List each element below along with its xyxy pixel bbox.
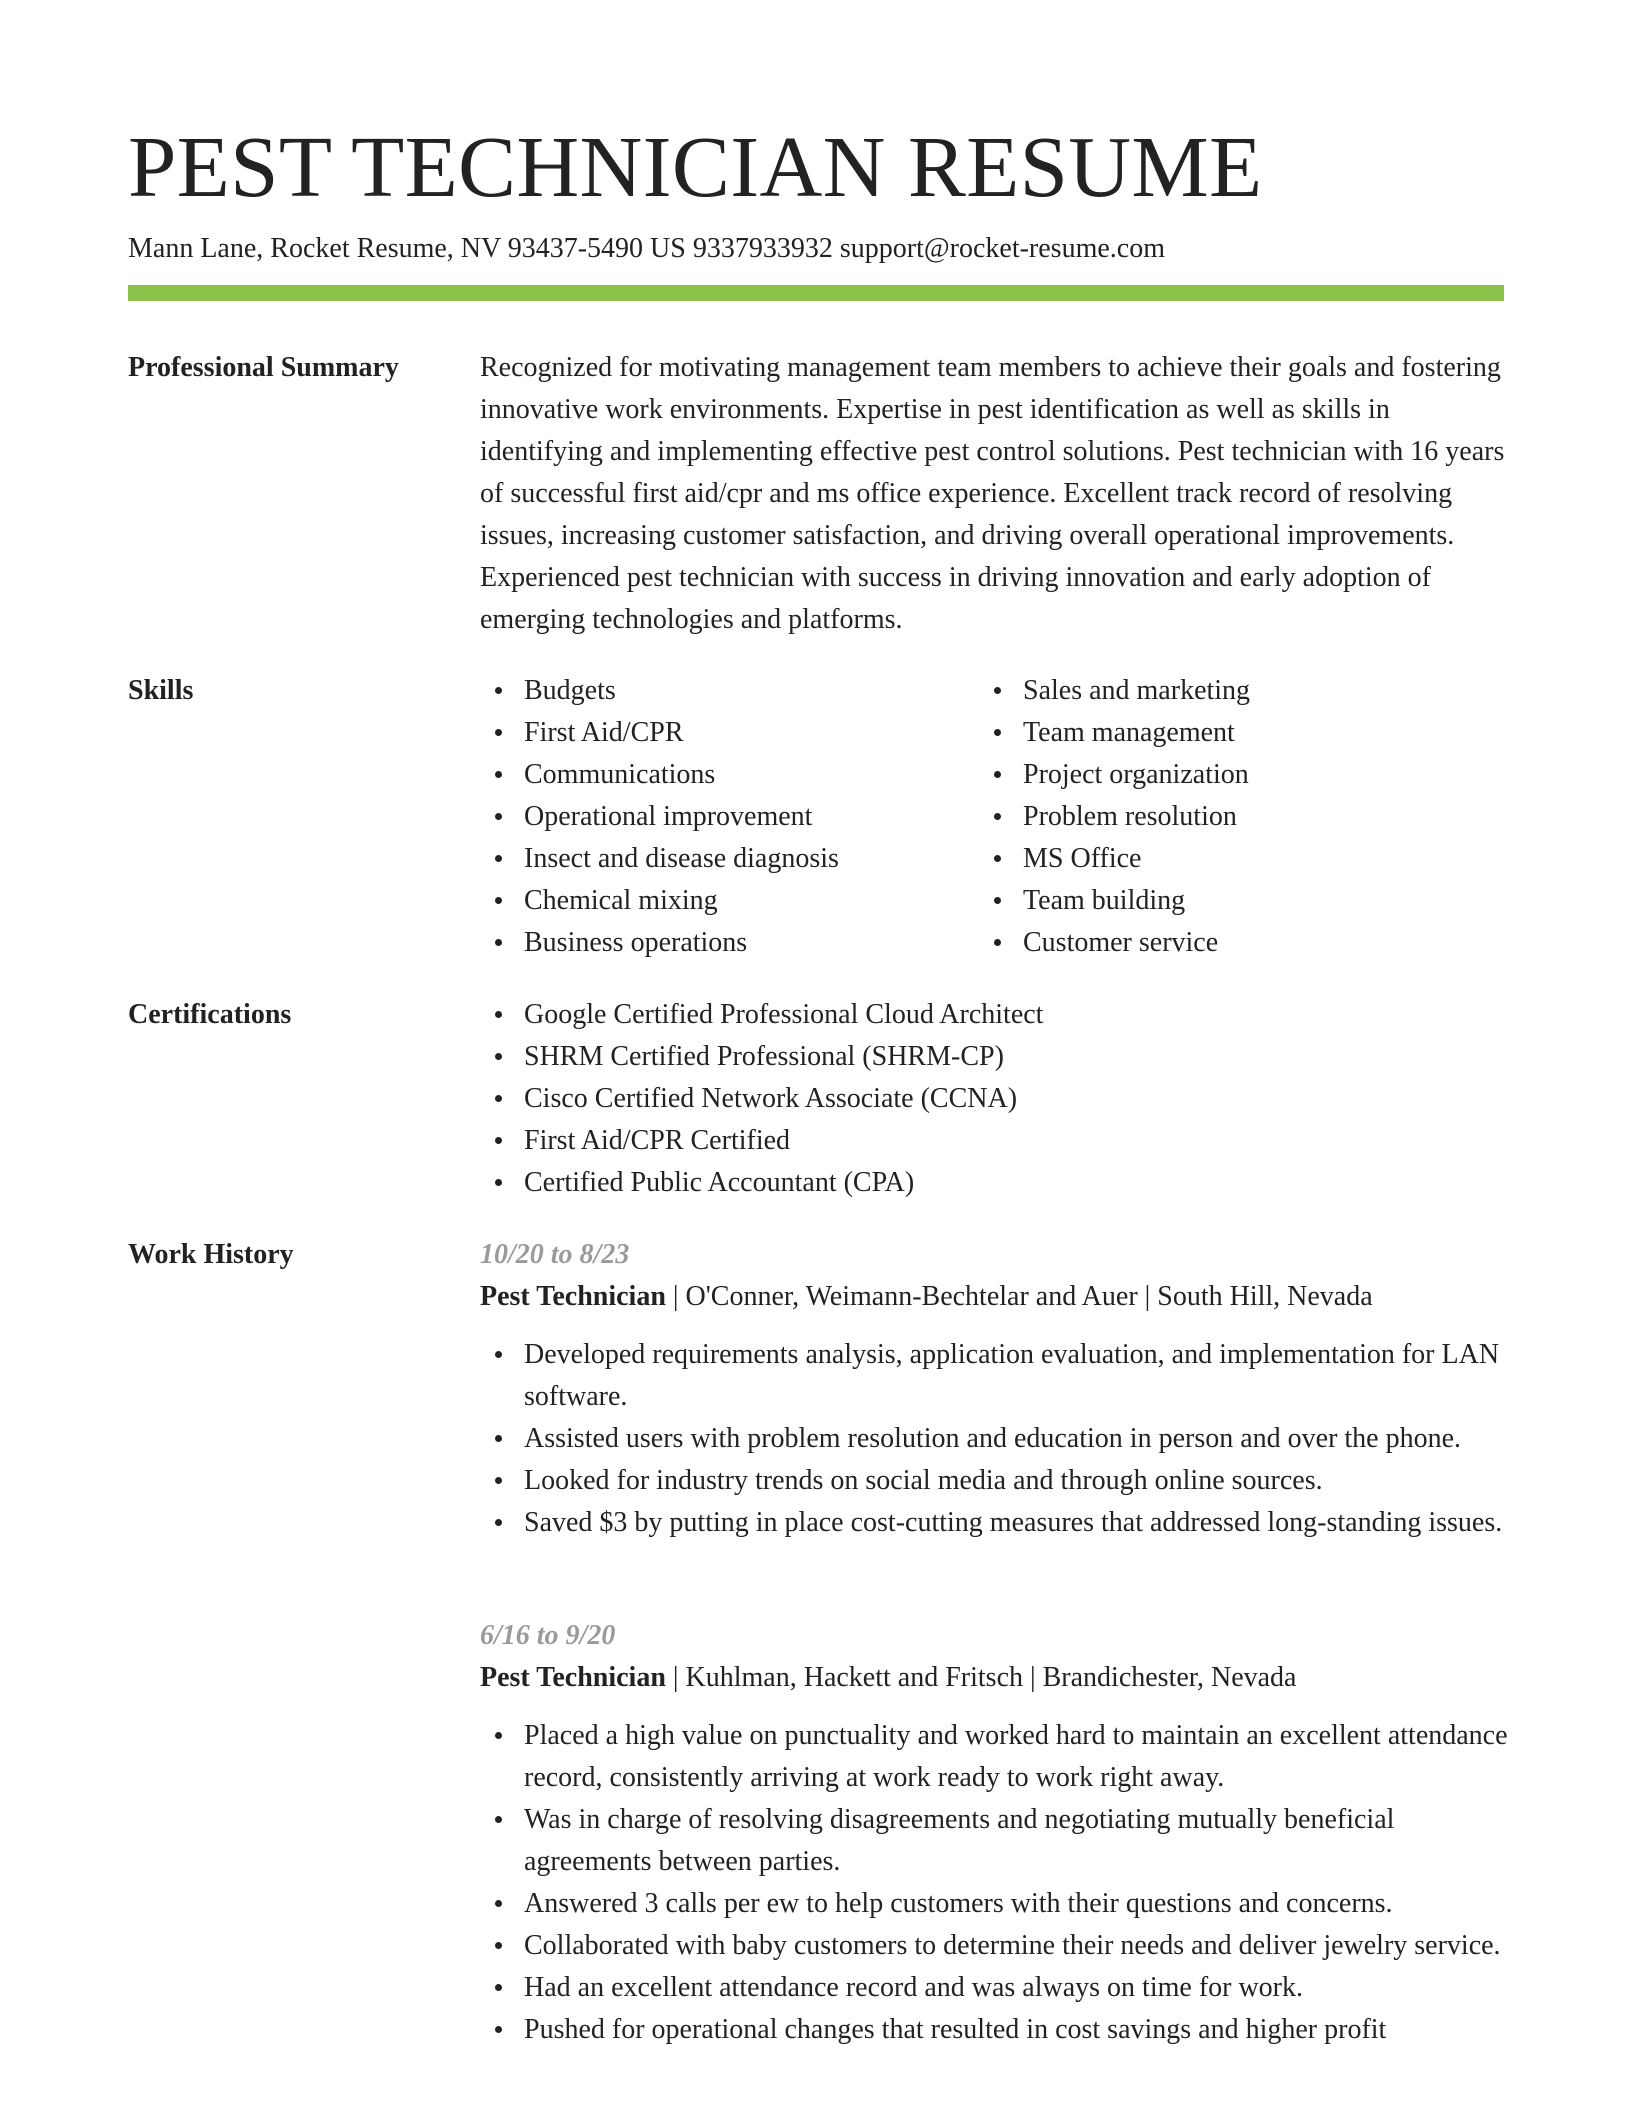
summary-section: [480, 347, 1510, 641]
skill-item: Budgets: [524, 670, 1024, 712]
skill-item: MS Office: [1023, 838, 1523, 880]
skill-item: Operational improvement: [524, 796, 1024, 838]
job-entry: [480, 1615, 1510, 2051]
skill-item: Insect and disease diagnosis: [524, 838, 1024, 880]
job-dates: 6/16 to 9/20: [480, 1620, 616, 1651]
job-bullet: Looked for industry trends on social media and through online sources.: [524, 1460, 1510, 1502]
certification-item: SHRM Certified Professional (SHRM-CP): [524, 1036, 1510, 1078]
job-employer-location: | Kuhlman, Hackett and Fritsch | Brandichester, Nevada: [665, 1662, 1297, 1693]
job-bullet: Had an excellent attendance record and was always on time for work.: [524, 1967, 1510, 2009]
work-history-heading: Work History: [128, 1239, 294, 1270]
skill-item: Sales and marketing: [1023, 670, 1523, 712]
skills-list-left: [480, 670, 1024, 964]
job-bullet: Collaborated with baby customers to determine their needs and deliver jewelry service.: [524, 1925, 1510, 1967]
skill-item: Problem resolution: [1023, 796, 1523, 838]
certification-item: First Aid/CPR Certified: [524, 1120, 1510, 1162]
summary-text: Recognized for motivating management team members to achieve their goals and fostering innovative work environments. Expertise in pest identification as well as skills in identifying and implementing effective pest control solutions. Pest technician with 16 years of successful first aid/cpr and ms office experience. Excellent track record of resolving issues, increasing customer satisfaction, and driving overall operational improvements. Experienced pest technician with success in driving innovation and early adoption of emerging technologies and platforms.: [480, 352, 1505, 635]
skill-item: Chemical mixing: [524, 880, 1024, 922]
certification-item: Certified Public Accountant (CPA): [524, 1162, 1510, 1204]
job-bullet: Developed requirements analysis, application evaluation, and implementation for LAN software.: [524, 1334, 1510, 1418]
skills-list-right: [979, 670, 1523, 964]
job-bullet: Answered 3 calls per ew to help customers with their questions and concerns.: [524, 1883, 1510, 1925]
skill-item: First Aid/CPR: [524, 712, 1024, 754]
job-title-line: [480, 1276, 1510, 1318]
job-bullet: Assisted users with problem resolution and education in person and over the phone.: [524, 1418, 1510, 1460]
job-bullet: Placed a high value on punctuality and worked hard to maintain an excellent attendance record, consistently arriving at work ready to work right away.: [524, 1715, 1510, 1799]
skill-item: Team building: [1023, 880, 1523, 922]
contact-line: Mann Lane, Rocket Resume, NV 93437-5490 US 9337933932 support@rocket-resume.com: [128, 233, 1165, 264]
skill-item: Team management: [1023, 712, 1523, 754]
resume-title: PEST TECHNICIAN RESUME: [128, 118, 1263, 215]
header-divider: [128, 285, 1504, 301]
job-title-line: [480, 1657, 1510, 1699]
certification-item: Google Certified Professional Cloud Architect: [524, 994, 1510, 1036]
job-entry: [480, 1234, 1510, 1544]
certification-item: Cisco Certified Network Associate (CCNA): [524, 1078, 1510, 1120]
certifications-heading: Certifications: [128, 999, 292, 1030]
job-role: Pest Technician: [480, 1281, 666, 1312]
job-bullet: Was in charge of resolving disagreements and negotiating mutually beneficial agreements between parties.: [524, 1799, 1510, 1883]
job-bullets: [480, 1334, 1510, 1544]
skill-item: Communications: [524, 754, 1024, 796]
summary-heading: Professional Summary: [128, 352, 399, 383]
skills-heading: Skills: [128, 675, 194, 706]
job-bullets: [480, 1715, 1510, 2051]
job-dates: 10/20 to 8/23: [480, 1239, 630, 1270]
skill-item: Business operations: [524, 922, 1024, 964]
skills-section: [480, 670, 1510, 964]
job-employer-location: | O'Conner, Weimann-Bechtelar and Auer | South Hill, Nevada: [665, 1281, 1373, 1312]
skill-item: Project organization: [1023, 754, 1523, 796]
skill-item: Customer service: [1023, 922, 1523, 964]
certifications-section: [480, 994, 1510, 1204]
job-bullet: Saved $3 by putting in place cost-cutting measures that addressed long-standing issues.: [524, 1502, 1510, 1544]
job-role: Pest Technician: [480, 1662, 666, 1693]
job-bullet: Pushed for operational changes that resulted in cost savings and higher profit: [524, 2009, 1510, 2051]
certifications-list: [480, 994, 1510, 1204]
